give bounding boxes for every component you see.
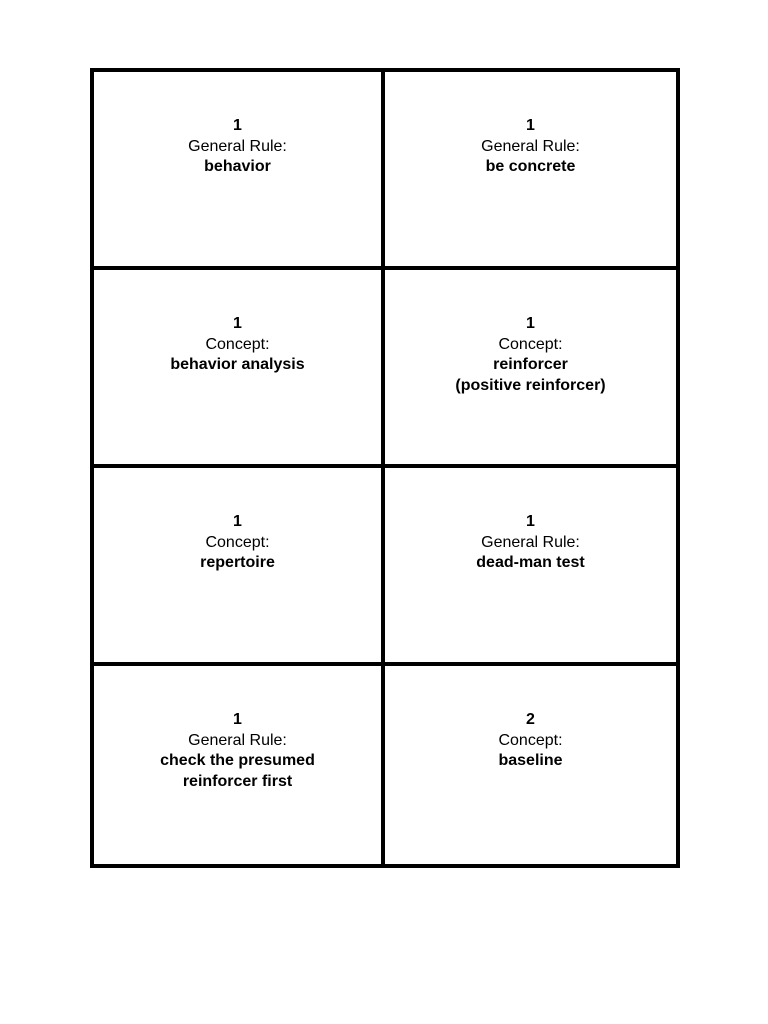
flashcard-behavior-analysis: [94, 270, 385, 468]
card-type-label: General Rule:: [481, 533, 580, 551]
card-type-label: Concept:: [205, 335, 270, 353]
card-chapter-number: 1: [526, 117, 535, 134]
flashcard-be-concrete: [385, 72, 676, 270]
card-type-label: General Rule:: [481, 137, 580, 155]
flashcard-reinforcer: [385, 270, 676, 468]
card-chapter-number: 1: [233, 315, 242, 332]
flashcard-sheet: [90, 68, 680, 868]
card-term: baseline: [498, 752, 563, 769]
card-type-label: Concept:: [498, 335, 563, 353]
card-term: reinforcer (positive reinforcer): [455, 356, 606, 394]
card-chapter-number: 2: [526, 711, 535, 728]
card-chapter-number: 1: [233, 513, 242, 530]
flashcard-baseline: [385, 666, 676, 864]
card-chapter-number: 1: [233, 117, 242, 134]
card-term: repertoire: [200, 554, 275, 571]
card-term: be concrete: [485, 158, 576, 175]
flashcard-dead-man-test: [385, 468, 676, 666]
card-type-label: Concept:: [498, 731, 563, 749]
card-term: dead-man test: [476, 554, 585, 571]
card-term: behavior: [204, 158, 271, 175]
card-chapter-number: 1: [526, 513, 535, 530]
card-type-label: General Rule:: [188, 137, 287, 155]
card-chapter-number: 1: [526, 315, 535, 332]
card-chapter-number: 1: [233, 711, 242, 728]
flashcard-behavior: [94, 72, 385, 270]
flashcard-repertoire: [94, 468, 385, 666]
card-type-label: Concept:: [205, 533, 270, 551]
flashcard-check-presumed-reinforcer: [94, 666, 385, 864]
card-type-label: General Rule:: [188, 731, 287, 749]
card-term: behavior analysis: [170, 356, 305, 373]
card-term: check the presumed reinforcer first: [160, 752, 315, 790]
